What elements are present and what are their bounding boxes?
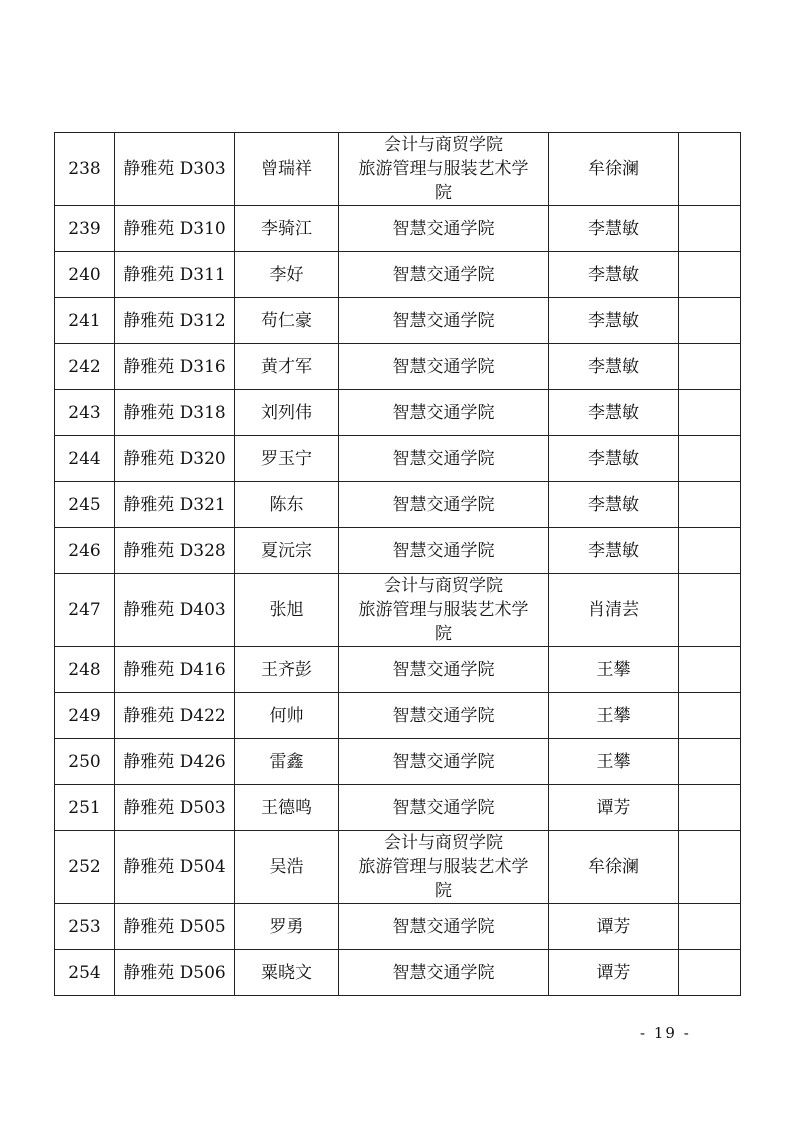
room-cell: 静雅苑 D416 <box>115 647 235 693</box>
advisor-cell: 牟徐澜 <box>549 133 679 206</box>
row-number-cell: 240 <box>55 252 115 298</box>
college-cell <box>339 436 549 482</box>
room-cell: 静雅苑 D312 <box>115 298 235 344</box>
college-line: 会计与商贸学院 <box>384 135 503 155</box>
row-number-cell: 245 <box>55 482 115 528</box>
student-name-cell: 陈东 <box>235 482 339 528</box>
college-line: 旅游管理与服装艺术学 <box>358 857 529 877</box>
room-cell: 静雅苑 D506 <box>115 950 235 996</box>
student-name-cell: 何帅 <box>235 693 339 739</box>
note-cell <box>679 344 741 390</box>
table-row <box>55 574 741 647</box>
college-cell <box>339 574 549 647</box>
row-number-cell: 246 <box>55 528 115 574</box>
note-cell <box>679 206 741 252</box>
advisor-cell: 李慧敏 <box>549 528 679 574</box>
advisor-cell: 李慧敏 <box>549 482 679 528</box>
table-row <box>55 298 741 344</box>
student-name-cell: 曾瑞祥 <box>235 133 339 206</box>
table-row <box>55 436 741 482</box>
college-line: 智慧交通学院 <box>392 448 495 469</box>
student-name-cell: 苟仁豪 <box>235 298 339 344</box>
note-cell <box>679 739 741 785</box>
dormitory-roster-table <box>54 132 741 996</box>
advisor-cell: 李慧敏 <box>549 298 679 344</box>
college-line: 智慧交通学院 <box>392 540 495 561</box>
row-number-cell: 239 <box>55 206 115 252</box>
college-cell <box>339 133 549 206</box>
student-name-cell: 罗玉宁 <box>235 436 339 482</box>
room-cell: 静雅苑 D426 <box>115 739 235 785</box>
note-cell <box>679 831 741 904</box>
note-cell <box>679 574 741 647</box>
note-cell <box>679 390 741 436</box>
note-cell <box>679 785 741 831</box>
row-number-cell: 252 <box>55 831 115 904</box>
note-cell <box>679 298 741 344</box>
college-line: 院 <box>435 881 452 901</box>
table-row <box>55 831 741 904</box>
room-cell: 静雅苑 D320 <box>115 436 235 482</box>
student-name-cell: 黄才军 <box>235 344 339 390</box>
college-cell <box>339 344 549 390</box>
college-cell <box>339 785 549 831</box>
college-line: 智慧交通学院 <box>392 962 495 983</box>
note-cell <box>679 252 741 298</box>
college-cell <box>339 390 549 436</box>
student-name-cell: 王德鸣 <box>235 785 339 831</box>
row-number-cell: 254 <box>55 950 115 996</box>
room-cell: 静雅苑 D328 <box>115 528 235 574</box>
college-cell <box>339 739 549 785</box>
room-cell: 静雅苑 D311 <box>115 252 235 298</box>
table-row <box>55 390 741 436</box>
college-line: 智慧交通学院 <box>392 218 495 239</box>
table-row <box>55 904 741 950</box>
student-name-cell: 雷鑫 <box>235 739 339 785</box>
note-cell <box>679 482 741 528</box>
college-line: 智慧交通学院 <box>392 402 495 423</box>
college-line: 会计与商贸学院 <box>384 833 503 853</box>
row-number-cell: 238 <box>55 133 115 206</box>
room-cell: 静雅苑 D321 <box>115 482 235 528</box>
table-row <box>55 344 741 390</box>
table-row <box>55 133 741 206</box>
note-cell <box>679 950 741 996</box>
advisor-cell: 谭芳 <box>549 950 679 996</box>
advisor-cell: 李慧敏 <box>549 390 679 436</box>
table-row <box>55 252 741 298</box>
college-line: 智慧交通学院 <box>392 264 495 285</box>
note-cell <box>679 693 741 739</box>
row-number-cell: 253 <box>55 904 115 950</box>
note-cell <box>679 528 741 574</box>
row-number-cell: 250 <box>55 739 115 785</box>
advisor-cell: 李慧敏 <box>549 252 679 298</box>
student-name-cell: 夏沅宗 <box>235 528 339 574</box>
student-name-cell: 罗勇 <box>235 904 339 950</box>
row-number-cell: 244 <box>55 436 115 482</box>
college-line: 院 <box>435 624 452 644</box>
college-cell <box>339 482 549 528</box>
row-number-cell: 247 <box>55 574 115 647</box>
student-name-cell: 张旭 <box>235 574 339 647</box>
student-name-cell: 粟晓文 <box>235 950 339 996</box>
table-row <box>55 206 741 252</box>
row-number-cell: 248 <box>55 647 115 693</box>
advisor-cell: 王攀 <box>549 647 679 693</box>
college-line: 智慧交通学院 <box>392 659 495 680</box>
college-line: 智慧交通学院 <box>392 916 495 937</box>
table-row <box>55 647 741 693</box>
college-line: 院 <box>435 183 452 203</box>
advisor-cell: 李慧敏 <box>549 206 679 252</box>
room-cell: 静雅苑 D505 <box>115 904 235 950</box>
note-cell <box>679 436 741 482</box>
room-cell: 静雅苑 D318 <box>115 390 235 436</box>
college-line: 智慧交通学院 <box>392 751 495 772</box>
college-line: 智慧交通学院 <box>392 705 495 726</box>
note-cell <box>679 133 741 206</box>
college-line: 智慧交通学院 <box>392 797 495 818</box>
college-cell <box>339 831 549 904</box>
table-row <box>55 693 741 739</box>
student-name-cell: 刘列伟 <box>235 390 339 436</box>
note-cell <box>679 904 741 950</box>
note-cell <box>679 647 741 693</box>
advisor-cell: 牟徐澜 <box>549 831 679 904</box>
college-line: 会计与商贸学院 <box>384 576 503 596</box>
college-line: 智慧交通学院 <box>392 494 495 515</box>
student-name-cell: 吴浩 <box>235 831 339 904</box>
room-cell: 静雅苑 D403 <box>115 574 235 647</box>
college-cell <box>339 252 549 298</box>
student-name-cell: 王齐彭 <box>235 647 339 693</box>
advisor-cell: 王攀 <box>549 739 679 785</box>
table-row <box>55 528 741 574</box>
room-cell: 静雅苑 D504 <box>115 831 235 904</box>
row-number-cell: 242 <box>55 344 115 390</box>
college-cell <box>339 528 549 574</box>
college-cell <box>339 950 549 996</box>
college-line: 旅游管理与服装艺术学 <box>358 600 529 620</box>
advisor-cell: 谭芳 <box>549 904 679 950</box>
room-cell: 静雅苑 D310 <box>115 206 235 252</box>
college-cell <box>339 206 549 252</box>
college-cell <box>339 647 549 693</box>
table-row <box>55 950 741 996</box>
college-line: 智慧交通学院 <box>392 310 495 331</box>
advisor-cell: 李慧敏 <box>549 344 679 390</box>
table-row <box>55 482 741 528</box>
row-number-cell: 249 <box>55 693 115 739</box>
roster-body <box>55 133 741 996</box>
table-row <box>55 739 741 785</box>
row-number-cell: 241 <box>55 298 115 344</box>
college-cell <box>339 693 549 739</box>
table-row <box>55 785 741 831</box>
advisor-cell: 王攀 <box>549 693 679 739</box>
advisor-cell: 李慧敏 <box>549 436 679 482</box>
room-cell: 静雅苑 D503 <box>115 785 235 831</box>
college-line: 智慧交通学院 <box>392 356 495 377</box>
page-number: - 19 - <box>640 1024 691 1042</box>
room-cell: 静雅苑 D303 <box>115 133 235 206</box>
advisor-cell: 谭芳 <box>549 785 679 831</box>
college-cell <box>339 298 549 344</box>
student-name-cell: 李好 <box>235 252 339 298</box>
room-cell: 静雅苑 D316 <box>115 344 235 390</box>
college-cell <box>339 904 549 950</box>
room-cell: 静雅苑 D422 <box>115 693 235 739</box>
row-number-cell: 243 <box>55 390 115 436</box>
college-line: 旅游管理与服装艺术学 <box>358 159 529 179</box>
row-number-cell: 251 <box>55 785 115 831</box>
advisor-cell: 肖清芸 <box>549 574 679 647</box>
student-name-cell: 李骑江 <box>235 206 339 252</box>
